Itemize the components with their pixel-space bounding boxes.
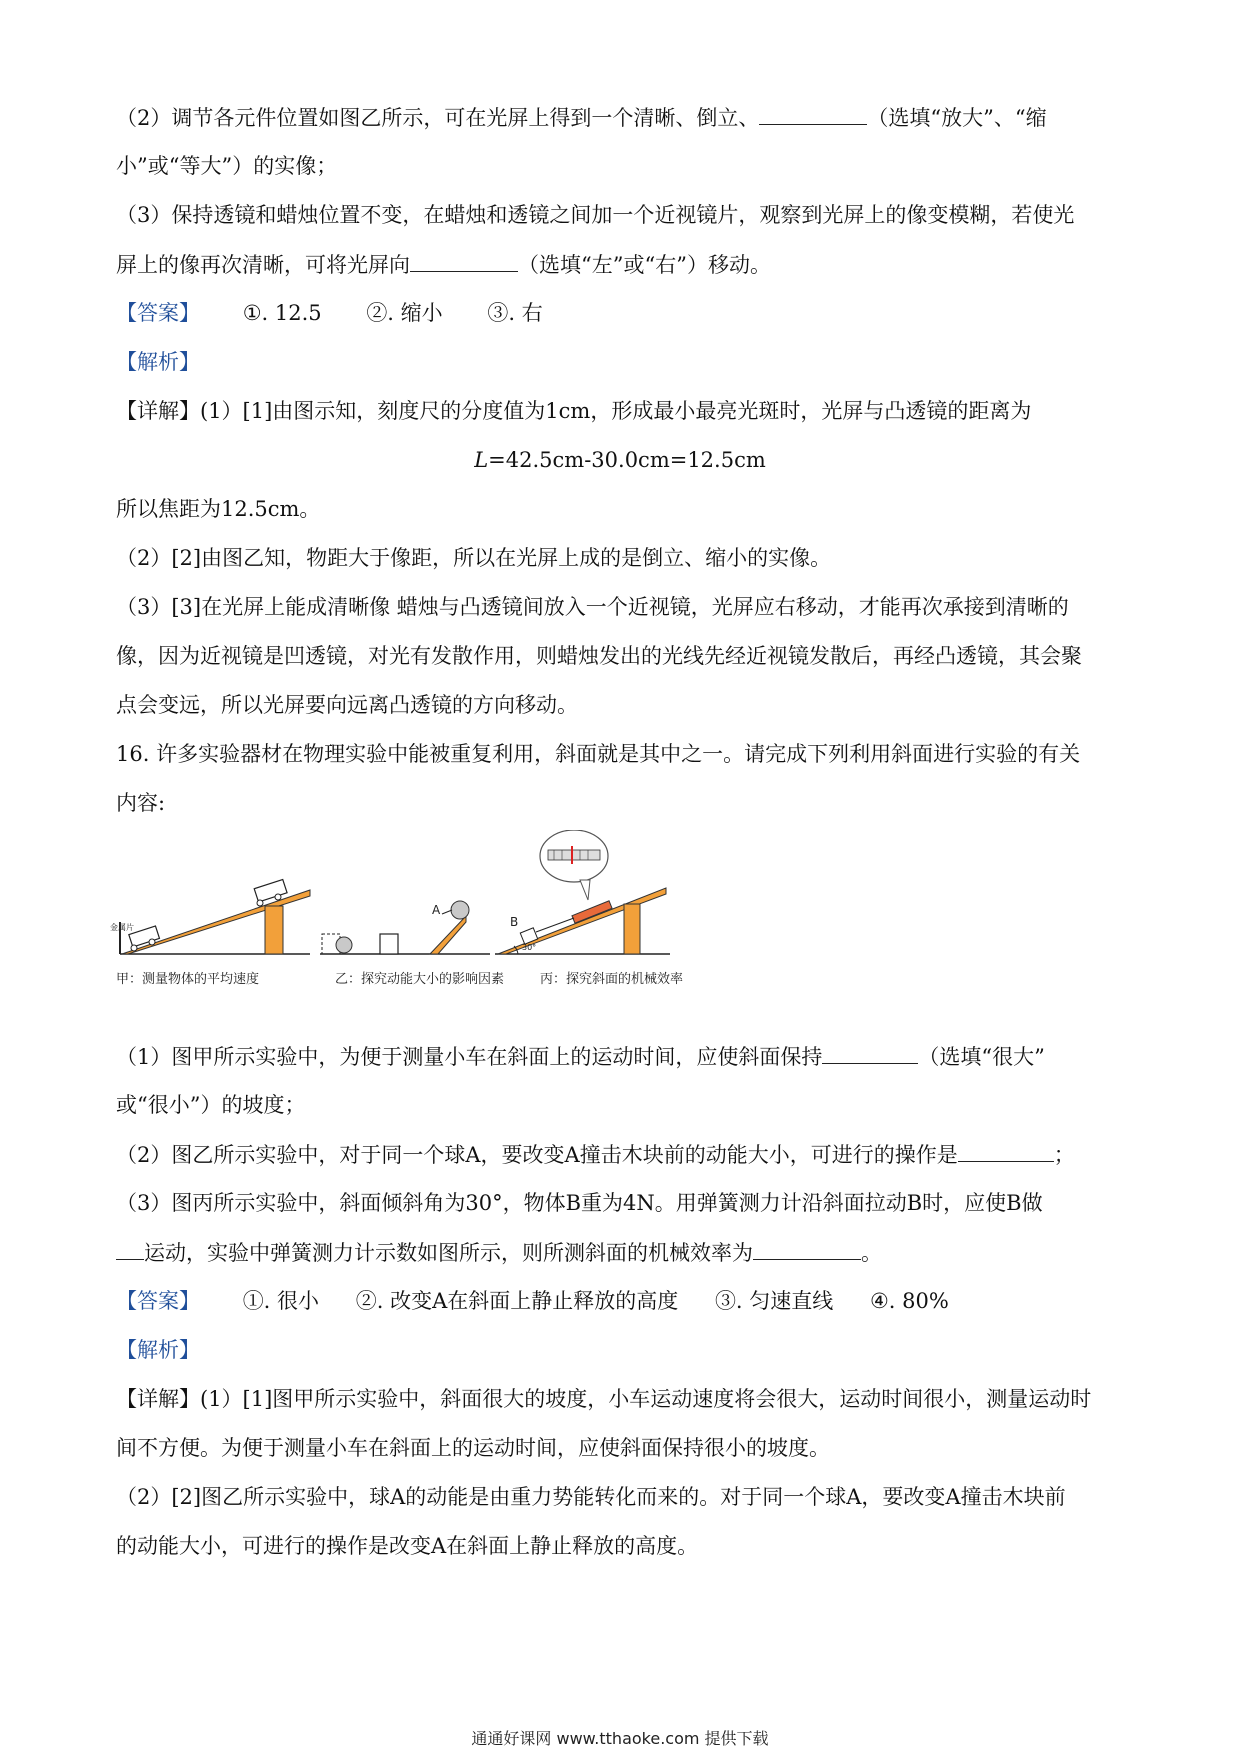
q16-detail-1a: 【详解】(1）[1]图甲所示实验中，斜面很大的坡度，小车运动速度将会很大，运动时间很小，测量运动时 xyxy=(116,1387,1092,1411)
q15-formula: L=42.5cm-30.0cm=12.5cm xyxy=(474,448,766,472)
figure-bing-efficiency xyxy=(495,830,670,954)
caption-bing: 丙：探究斜面的机械效率 xyxy=(540,972,684,987)
answer-tag: 【答案】 xyxy=(116,1289,200,1313)
q16-figure xyxy=(110,830,760,970)
q16-detail-2a: （2）[2]图乙所示实验中，球A的动能是由重力势能转化而来的。对于同一个球A，要改变A撞击木块前 xyxy=(116,1485,1066,1509)
q15-detail-part3-line1: （3）[3]在光屏上能成清晰像 蜡烛与凸透镜间放入一个近视镜，光屏应右移动，才能再次承接到清晰的 xyxy=(116,595,1069,619)
q15-part2-line1: （2）调节各元件位置如图乙所示，可在光屏上得到一个清晰、倒立、 （选填“放大”、“缩 xyxy=(116,102,1126,133)
q15-detail-part2: （2）[2]由图乙知，物距大于像距，所以在光屏上成的是倒立、缩小的实像。 xyxy=(116,546,832,570)
block-b-label: B xyxy=(510,915,519,929)
figure-yi-kinetic-energy xyxy=(320,901,490,954)
answer-blank xyxy=(822,1041,918,1064)
q15-part2-line2: 小”或“等大”）的实像； xyxy=(116,154,338,178)
q15-part3-line1: （3）保持透镜和蜡烛位置不变，在蜡烛和透镜之间加一个近视镜片，观察到光屏上的像变模糊，若使光 xyxy=(116,203,1075,227)
q15-detail-focal: 所以焦距为12.5cm。 xyxy=(116,497,321,521)
q16-part1-line1: （1）图甲所示实验中，为便于测量小车在斜面上的运动时间，应使斜面保持 （选填“很大” xyxy=(116,1041,1126,1072)
q16-stem-line2: 内容: xyxy=(116,791,166,815)
q15-detail-part3-line3: 点会变远，所以光屏要向远离凸透镜的方向移动。 xyxy=(116,693,578,717)
angle-label: 30° xyxy=(522,943,537,952)
q16-part2: （2）图乙所示实验中，对于同一个球A，要改变A撞击木块前的动能大小，可进行的操作是 ； xyxy=(116,1139,1126,1170)
q15-detail-1: 【详解】(1）[1]由图示知，刻度尺的分度值为1cm，形成最小最亮光斑时，光屏与凸透镜的距离为 xyxy=(116,399,1032,423)
analysis-tag: 【解析】 xyxy=(116,1338,200,1362)
metal-plate-label: 金属片 xyxy=(110,923,134,932)
q16-detail-1b: 间不方便。为便于测量小车在斜面上的运动时间，应使斜面保持很小的坡度。 xyxy=(116,1436,830,1460)
answer-blank xyxy=(958,1139,1054,1162)
caption-yi: 乙：探究动能大小的影响因素 xyxy=(335,972,505,987)
q16-part3-line2: 运动，实验中弹簧测力计示数如图所示，则所测斜面的机械效率为 。 xyxy=(116,1237,1126,1268)
page-footer: 通通好课网 www.tthaoke.com 提供下载 xyxy=(471,1729,769,1748)
q16-part3-line1: （3）图丙所示实验中，斜面倾斜角为30°，物体B重为4N。用弹簧测力计沿斜面拉动B时，应使B做 xyxy=(116,1191,1043,1215)
ball-a-label: A xyxy=(432,903,441,917)
q15-answer-line: 【答案】 ①. 12.5 ②. 缩小 ③. 右 xyxy=(116,298,1126,328)
q16-detail-2b: 的动能大小，可进行的操作是改变A在斜面上静止释放的高度。 xyxy=(116,1534,699,1558)
caption-jia: 甲：测量物体的平均速度 xyxy=(116,972,260,987)
q16-stem-line1: 16. 许多实验器材在物理实验中能被重复利用，斜面就是其中之一。请完成下列利用斜面进行实验的有关 xyxy=(116,742,1081,766)
analysis-tag: 【解析】 xyxy=(116,350,200,374)
answer-blank xyxy=(410,249,518,272)
q15-part3-line2: 屏上的像再次清晰，可将光屏向 （选填“左”或“右”）移动。 xyxy=(116,249,1126,280)
q16-answer-line: 【答案】 ①. 很小 ②. 改变A在斜面上静止释放的高度 ③. 匀速直线 ④. 80% xyxy=(116,1286,1126,1316)
answer-blank xyxy=(753,1237,861,1260)
answer-blank xyxy=(116,1237,144,1260)
answer-blank xyxy=(759,102,867,125)
q15-detail-part3-line2: 像，因为近视镜是凹透镜，对光有发散作用，则蜡烛发出的光线先经近视镜发散后，再经凸透镜，其会聚 xyxy=(116,644,1082,668)
figure-jia-incline xyxy=(110,879,310,954)
answer-tag: 【答案】 xyxy=(116,301,200,325)
q16-part1-line2: 或“很小”）的坡度； xyxy=(116,1093,306,1117)
